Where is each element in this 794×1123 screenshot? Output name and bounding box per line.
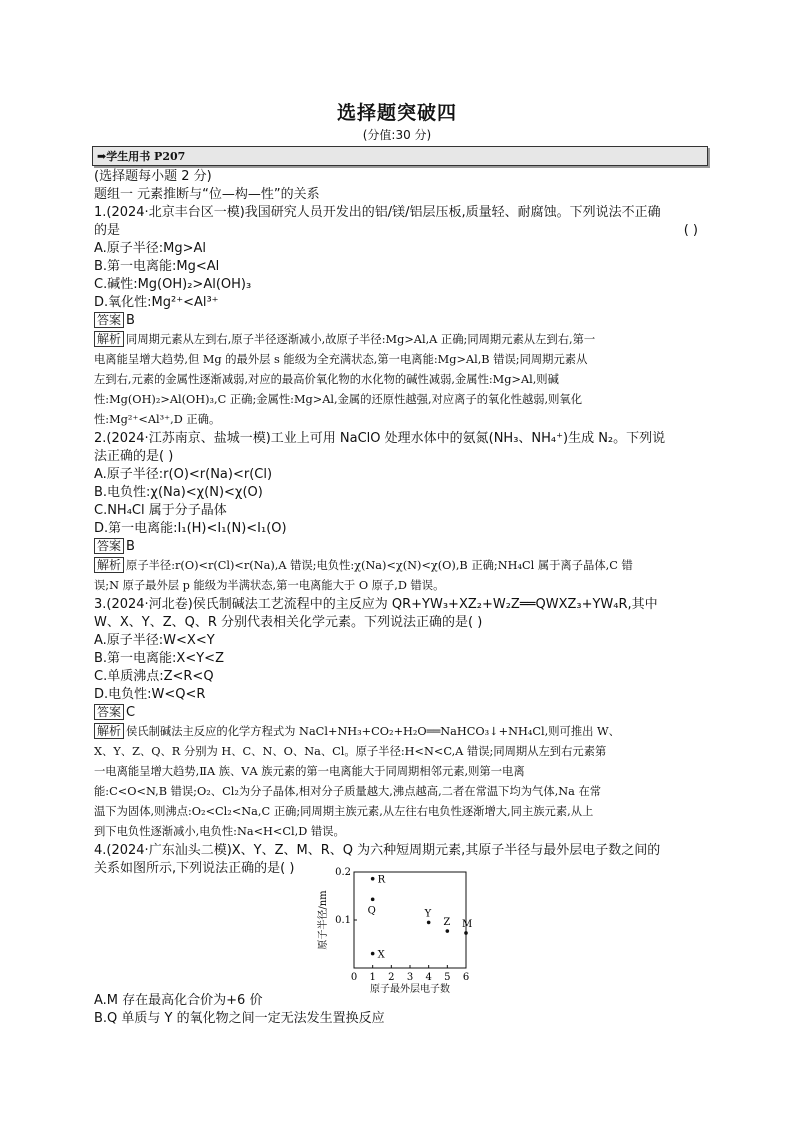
banner-text (97, 148, 185, 164)
data-point-q (371, 898, 375, 902)
option-b: B.第一电离能:Mg<Al (94, 259, 220, 274)
data-point-x (371, 952, 375, 956)
explanation-tag: 解析 (94, 723, 124, 739)
explanation-line: 左到右,元素的金属性逐渐减弱,对应的最高价氧化物的水化物的碱性减弱,金属性:Mg>Al,则碱 (94, 373, 559, 386)
explanation-line: 到下电负性逐渐减小,电负性:Na<H<Cl,D 错误。 (94, 825, 345, 838)
explanation-line (94, 330, 706, 350)
data-point-r (371, 877, 375, 881)
option-c: C.单质沸点:Z<R<Q (94, 669, 214, 684)
option-a: A.原子半径:r(O)<r(Na)<r(Cl) (94, 467, 273, 482)
radius-scatter-chart (316, 864, 476, 995)
question-2-stem-line1: 2.(2024·江苏南京、盐城一模)工业上可用 NaClO 处理水体中的氨氮(NH₃、NH₄⁺)生成 N₂。下列说 (94, 431, 666, 446)
y-tick-label: 0.2 (335, 867, 351, 878)
x-tick-label: 4 (425, 972, 432, 983)
option-d: D.第一电离能:I₁(H)<I₁(N)<I₁(O) (94, 521, 287, 536)
data-point-z (446, 929, 450, 933)
answer-tag: 答案 (94, 538, 124, 554)
data-point-y (427, 921, 431, 925)
explanation-line: X、Y、Z、Q、R 分别为 H、C、N、O、Na、Cl。原子半径:H<N<C,A 错误;同周期从左到右元素第 (94, 745, 607, 758)
option-a: A.M 存在最高化合价为+6 价 (94, 993, 263, 1008)
point-label: Y (424, 908, 432, 920)
explanation-block (94, 722, 706, 842)
explanation-text: 同周期元素从左到右,原子半径逐渐减小,故原子半径:Mg>Al,A 正确;同周期元素从左到右,第一 (126, 333, 596, 346)
question-4-stem-line2: 关系如图所示,下列说法正确的是( ) (94, 861, 295, 876)
x-tick-label: 6 (462, 972, 470, 983)
option-c: C.NH₄Cl 属于分子晶体 (94, 503, 227, 518)
explanation-line: 性:Mg(OH)₂>Al(OH)₃,C 正确;金属性:Mg>Al,金属的还原性越强,对应离子的氧化性越弱,则氧化 (94, 393, 583, 406)
answer-tag: 答案 (94, 312, 124, 328)
option-b: B.第一电离能:X<Y<Z (94, 651, 224, 666)
option-a: A.原子半径:W<X<Y (94, 633, 215, 648)
explanation-text: 原子半径:r(O)<r(Cl)<r(Na),A 错误;电负性:χ(Na)<χ(N)<χ(O),B 正确;NH₄Cl 属于离子晶体,C 错 (126, 559, 633, 572)
scatter-plot-svg (316, 864, 476, 995)
option-c: C.碱性:Mg(OH)₂>Al(OH)₃ (94, 277, 252, 292)
option-b: B.电负性:χ(Na)<χ(N)<χ(O) (94, 485, 263, 500)
explanation-line: 一电离能呈增大趋势,ⅡA 族、ⅤA 族元素的第一电离能大于同周期相邻元素,则第一电离 (94, 765, 525, 778)
answer-blank: ( ) (683, 223, 698, 238)
question-3-stem-line2: W、X、Y、Z、Q、R 分别代表相关化学元素。下列说法正确的是( ) (94, 615, 483, 630)
y-tick-label: 0.1 (335, 915, 351, 926)
point-label: Q (367, 905, 376, 917)
intro-note: (选择题每小题 2 分) (94, 169, 212, 184)
textbook-banner (92, 146, 708, 166)
data-point-m (464, 931, 468, 935)
banner-label: 学生用书 P207 (106, 150, 186, 163)
question-1-stem-tail: 的是 (94, 223, 121, 238)
main-content (94, 168, 706, 878)
question-4-stem-line1: 4.(2024·广东汕头二模)X、Y、Z、M、R、Q 为六种短周期元素,其原子半径与最外层电子数之间的 (94, 843, 661, 858)
question-1-stem-line2 (94, 222, 706, 240)
arrow-right-icon: ➡ (97, 150, 107, 163)
option-b: B.Q 单质与 Y 的氧化物之间一定无法发生置换反应 (94, 1011, 385, 1026)
point-label: X (377, 949, 385, 961)
x-tick-label: 2 (388, 972, 395, 983)
answer-value: B (126, 539, 135, 554)
explanation-tag: 解析 (94, 331, 124, 347)
y-axis-label: 原子半径/nm (318, 890, 329, 950)
explanation-line: 性:Mg²⁺<Al³⁺,D 正确。 (94, 413, 221, 426)
answer-value: B (126, 313, 135, 328)
answer-line (94, 704, 706, 722)
answer-tag: 答案 (94, 704, 124, 720)
question-3-stem-line1: 3.(2024·河北卷)侯氏制碱法工艺流程中的主反应为 QR+YW₃+XZ₂+W₂Z══QWXZ₃+YW₄R,其中 (94, 597, 658, 612)
page-title: 选择题突破四 (336, 102, 457, 124)
x-tick-label: 5 (444, 972, 451, 983)
point-label: R (377, 874, 386, 886)
explanation-line (94, 556, 706, 576)
answer-line (94, 538, 706, 556)
option-d: D.电负性:W<Q<R (94, 687, 206, 702)
option-a: A.原子半径:Mg>Al (94, 241, 207, 256)
x-axis-label: 原子最外层电子数 (370, 984, 450, 995)
group-heading: 题组一 元素推断与“位—构—性”的关系 (94, 187, 320, 202)
explanation-line: 误;N 原子最外层 p 能级为半满状态,第一电离能大于 O 原子,D 错误。 (94, 579, 445, 592)
option-d: D.氧化性:Mg²⁺<Al³⁺ (94, 295, 219, 310)
question-4-options (94, 992, 385, 1028)
explanation-block (94, 556, 706, 596)
question-2-stem-line2: 法正确的是( ) (94, 449, 174, 464)
explanation-text: 侯氏制碱法主反应的化学方程式为 NaCl+NH₃+CO₂+H₂O══NaHCO₃↓+NH₄Cl,则可推出 W、 (126, 725, 620, 738)
question-1-stem-line1: 1.(2024·北京丰台区一模)我国研究人员开发出的铝/镁/铝层压板,质量轻、耐腐蚀。下列说法不正确 (94, 205, 661, 220)
score-note: (分值:30 分) (362, 128, 432, 142)
explanation-block (94, 330, 706, 430)
x-tick-label: 1 (369, 972, 376, 983)
explanation-line: 电离能呈增大趋势,但 Mg 的最外层 s 能级为全充满状态,第一电离能:Mg>Al,B 错误;同周期元素从 (94, 353, 588, 366)
answer-value: C (126, 705, 136, 720)
x-tick-label: 0 (350, 972, 358, 983)
x-tick-label: 3 (406, 972, 414, 983)
explanation-line (94, 722, 706, 742)
explanation-line: 能:C<O<N,B 错误;O₂、Cl₂为分子晶体,相对分子质量越大,沸点越高,二者在常温下均为气体,Na 在常 (94, 785, 602, 798)
answer-line (94, 312, 706, 330)
explanation-tag: 解析 (94, 557, 124, 573)
explanation-line: 温下为固体,则沸点:O₂<Cl₂<Na,C 正确;同周期主族元素,从左往右电负性逐渐增大,同主族元素,从上 (94, 805, 594, 818)
point-label: M (462, 918, 473, 930)
point-label: Z (443, 917, 451, 929)
